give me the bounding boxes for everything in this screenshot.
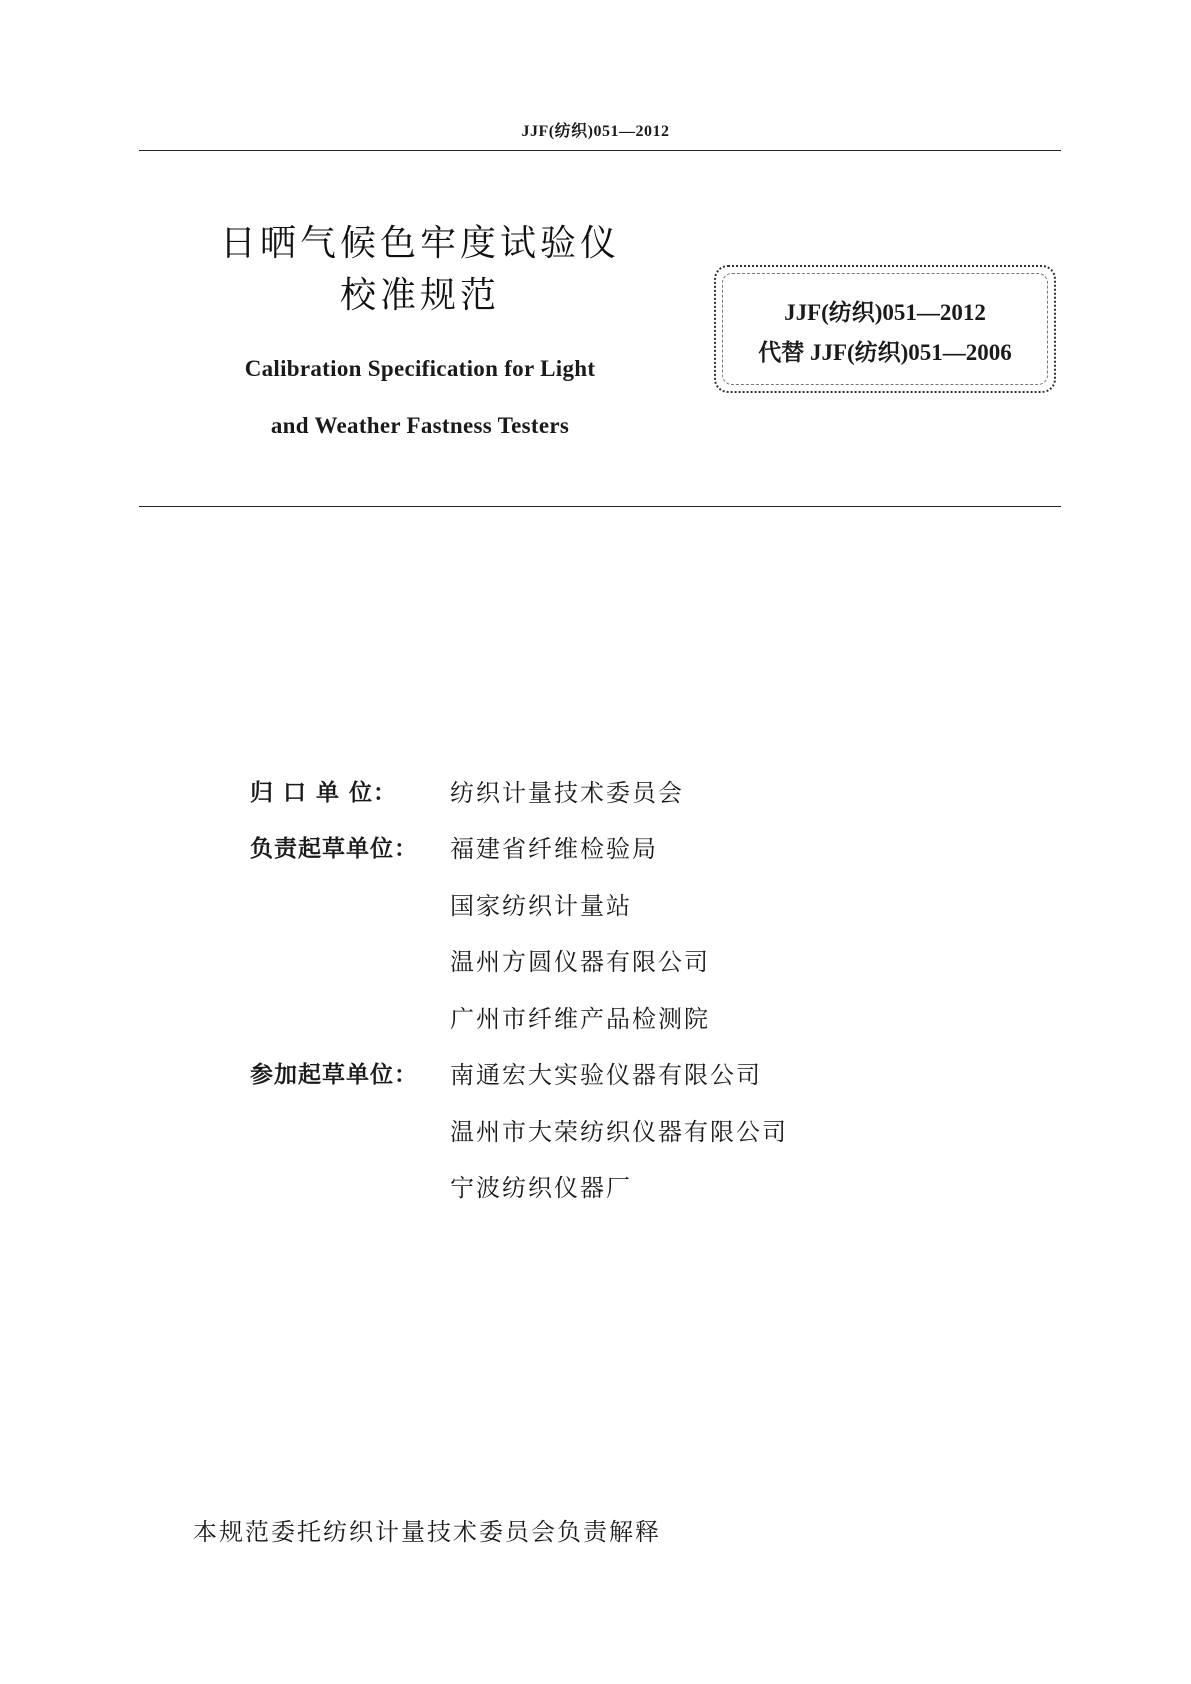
title-block <box>200 218 640 454</box>
responsible-unit-label: 归 口 单 位： <box>250 779 398 806</box>
responsible-unit-row <box>250 762 788 819</box>
replaced-code: 代替 JJF(纺织)051—2006 <box>758 340 1012 365</box>
participating-unit: 温州市大荣纺织仪器有限公司 <box>450 1117 788 1146</box>
participating-unit-label: 参加起草单位： <box>250 1062 418 1089</box>
drafting-unit: 广州市纤维产品检测院 <box>450 1004 710 1033</box>
drafting-unit: 温州方圆仪器有限公司 <box>450 948 710 977</box>
responsible-unit: 纺织计量技术委员会 <box>450 778 684 807</box>
participating-unit-row <box>250 1101 788 1158</box>
drafting-unit: 福建省纤维检验局 <box>450 835 658 864</box>
participating-unit: 南通宏大实验仪器有限公司 <box>450 1061 762 1090</box>
title-en-line1: Calibration Specification for Light <box>244 356 596 381</box>
standard-code-box <box>714 265 1056 393</box>
title-en-line2: and Weather Fastness Testers <box>270 413 570 438</box>
interpretation-note: 本规范委托纺织计量技术委员会负责解释 <box>193 1518 661 1546</box>
bottom-divider <box>139 506 1061 507</box>
drafting-unit-row <box>250 875 788 932</box>
current-code: JJF(纺织)051—2012 <box>784 300 986 325</box>
drafting-unit-row <box>250 819 788 876</box>
header-standard-code: JJF(纺织)051—2012 <box>521 123 670 140</box>
drafting-unit-label: 负责起草单位： <box>250 836 418 863</box>
drafting-unit-row <box>250 932 788 989</box>
participating-unit-row <box>250 1158 788 1215</box>
title-cn-line2: 校准规范 <box>339 275 500 316</box>
code-box-inner-border <box>722 273 1048 385</box>
drafting-units <box>250 762 788 1214</box>
title-cn-line1: 日晒气候色牢度试验仪 <box>219 223 620 264</box>
drafting-unit-row <box>250 988 788 1045</box>
title-en <box>200 340 640 454</box>
participating-unit: 宁波纺织仪器厂 <box>450 1174 632 1203</box>
top-divider <box>139 150 1061 151</box>
drafting-unit: 国家纺织计量站 <box>450 891 632 920</box>
participating-unit-row <box>250 1045 788 1102</box>
